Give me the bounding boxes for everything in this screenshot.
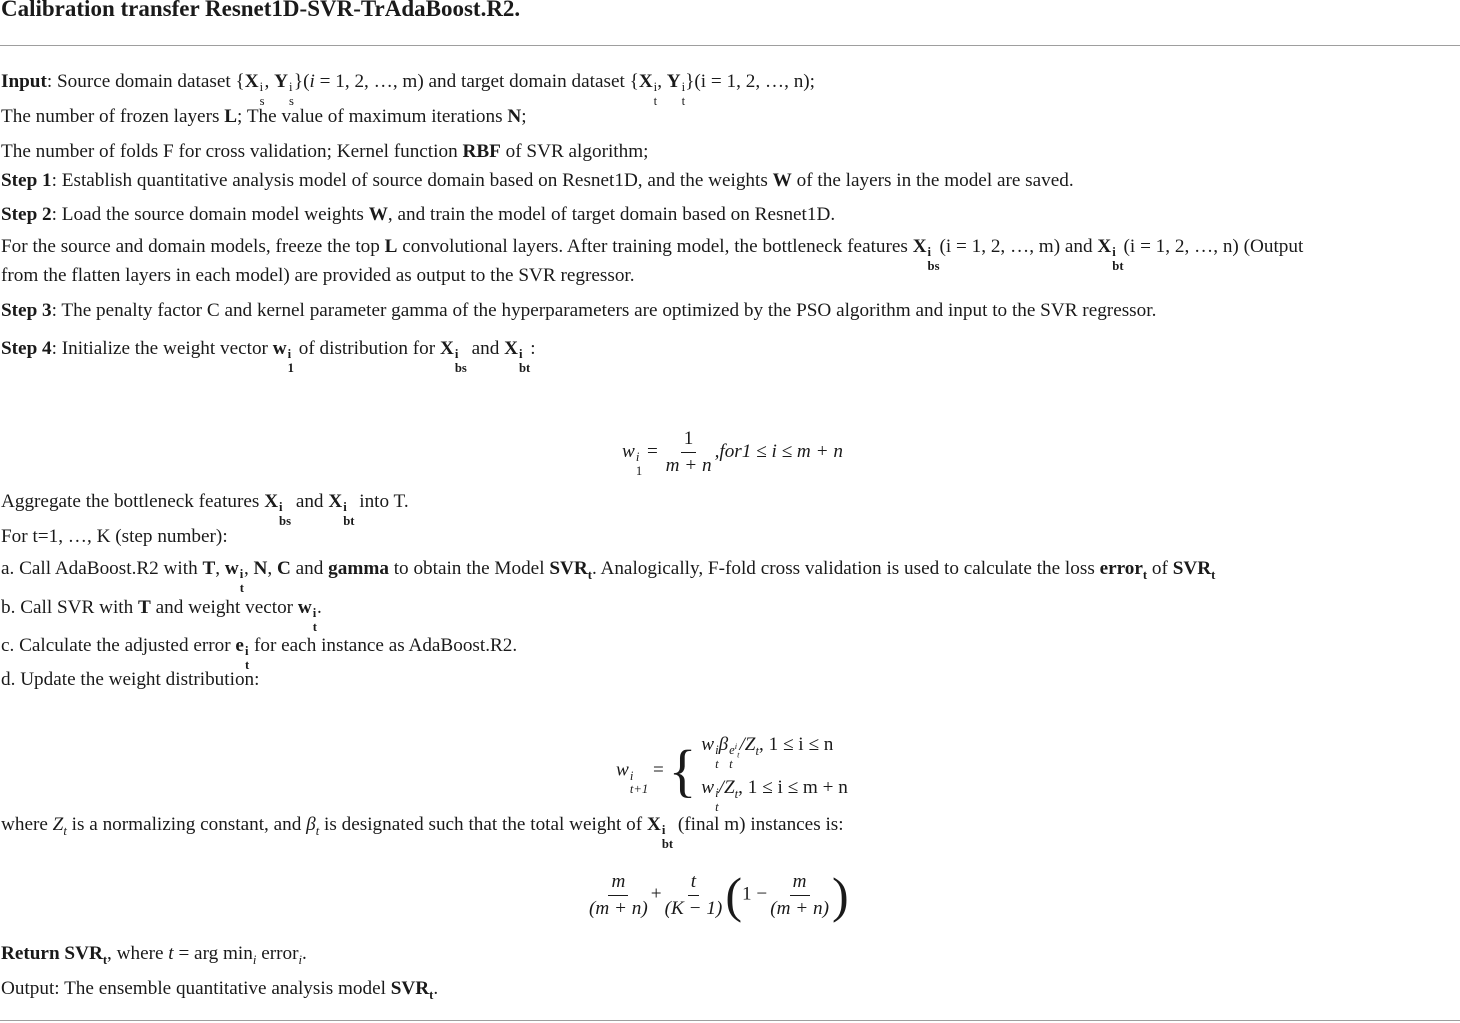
frozen-N: N bbox=[507, 106, 522, 127]
freeze-text-e: from the flatten layers in each model) are provided as output to the SVR regressor. bbox=[1, 265, 635, 286]
a-text-b: to obtain the Model bbox=[388, 558, 550, 579]
step2-line bbox=[1, 205, 835, 224]
step3-line bbox=[1, 301, 1156, 320]
step3-text: : The penalty factor C and kernel parameter gamma of the hyperparameters are optimized by the PSO algorithm and input to the SVR regressor. bbox=[51, 300, 1157, 321]
d-text: d. Update the weight distribution: bbox=[1, 669, 260, 690]
aggregate-line: Aggregate the bottleneck features X i bs and X i bt into T. bbox=[1, 491, 409, 528]
freeze-line: For the source and domain models, freeze the top L convolutional layers. After training model, the bottleneck features X i bs (i = 1, 2, …, m) and X i bt (i = 1, 2, …, n) (Output bbox=[1, 236, 1304, 273]
eq3-fraction-1 bbox=[586, 871, 651, 920]
a-N: N bbox=[253, 558, 268, 579]
eq2-lhs: w bbox=[616, 759, 629, 781]
input-text-e: }(i = 1, 2, …, n); bbox=[685, 71, 816, 92]
step4-label: Step 4 bbox=[1, 338, 52, 359]
where-text-c: is designated such that the total weight of bbox=[319, 814, 647, 835]
where-text-a: where bbox=[1, 814, 53, 835]
c-text-a: c. Calculate the adjusted error bbox=[1, 635, 236, 656]
step1-text-a: : Establish quantitative analysis model of source domain based on Resnet1D, and the weights bbox=[51, 170, 773, 191]
folds-line bbox=[1, 142, 648, 161]
step-c-line: c. Calculate the adjusted error e i t for each instance as AdaBoost.R2. bbox=[1, 635, 518, 672]
where-text-d: (final m) instances is: bbox=[673, 814, 844, 835]
top-rule bbox=[0, 45, 1460, 46]
frozen-layers-line bbox=[1, 107, 527, 126]
eq1-numerator: 1 bbox=[681, 428, 697, 453]
c-text-b: for each instance as AdaBoost.R2. bbox=[249, 635, 518, 656]
a-svr-2: SVR bbox=[1172, 558, 1212, 579]
input-text-b: }( bbox=[293, 71, 310, 92]
input-label: Input bbox=[1, 71, 47, 92]
step2-text-a: : Load the source domain model weights bbox=[51, 204, 369, 225]
for-loop-line bbox=[1, 527, 228, 546]
b-text-b: and weight vector bbox=[150, 597, 298, 618]
a-gamma: gamma bbox=[328, 558, 389, 579]
aggregate-text-b: and bbox=[291, 491, 329, 512]
freeze-text-b: convolutional layers. After training model, the bottleneck features bbox=[397, 236, 913, 257]
frozen-text-c: ; bbox=[521, 106, 527, 127]
step2-text-b: , and train the model of target domain based on Resnet1D. bbox=[387, 204, 836, 225]
left-brace: { bbox=[668, 738, 697, 804]
a-error: error bbox=[1099, 558, 1143, 579]
return-text-c: error bbox=[256, 943, 299, 964]
eq3-num3: m bbox=[790, 871, 810, 896]
eq2-case1-cond: , 1 ≤ i ≤ n bbox=[759, 734, 834, 755]
return-line: Return $SVR_t$, where t = arg $\min_i$ error$_i$. bbox=[1, 943, 307, 967]
eq3-den2: (K − 1) bbox=[664, 897, 723, 919]
right-paren: ) bbox=[831, 867, 849, 923]
input-text-d: = 1, 2, …, m) and target domain dataset { bbox=[314, 71, 639, 92]
eq3-one-minus: 1 − bbox=[741, 883, 768, 905]
step2-label: Step 2 bbox=[1, 204, 52, 225]
freeze-line-2 bbox=[1, 266, 635, 285]
eq3-num2: t bbox=[688, 871, 699, 896]
bottom-rule bbox=[0, 1020, 1460, 1021]
a-of: of bbox=[1147, 558, 1173, 579]
eq2-cases bbox=[701, 728, 848, 814]
step4-text-c: and bbox=[466, 338, 505, 359]
step1-label: Step 1 bbox=[1, 170, 52, 191]
b-text-a: b. Call SVR with bbox=[1, 597, 138, 618]
step4-line: Step 4: Initialize the weight vector w i 1 of distribution for X i bs and X i bt : bbox=[1, 338, 536, 375]
frozen-text-b: ; The value of maximum iterations bbox=[237, 106, 508, 127]
b-T: T bbox=[138, 597, 151, 618]
a-text-a: a. Call AdaBoost.R2 with bbox=[1, 558, 203, 579]
return-text-a: , where bbox=[107, 943, 169, 964]
return-t: t bbox=[168, 943, 174, 964]
step1-line bbox=[1, 171, 1074, 190]
return-label: Return SVR bbox=[1, 943, 103, 964]
a-svr: SVR bbox=[549, 558, 588, 579]
input-text: : Source domain dataset { bbox=[46, 71, 245, 92]
equation-initial-weight: w i 1 = $\frac{1}{m + n}$ ,for1 ≤ i ≤ m + n bbox=[622, 428, 843, 478]
folds-text-a: The number of folds F for cross validation; Kernel function bbox=[1, 141, 463, 162]
step3-label: Step 3 bbox=[1, 300, 52, 321]
eq3-num1: m bbox=[608, 871, 628, 896]
left-paren: ( bbox=[725, 867, 742, 923]
input-line: Input: Source domain dataset {X i s , Y i s }(i = 1, 2, …, m) and target domain dataset {X i t , Y i t }(i = 1, 2, …, n); bbox=[1, 71, 816, 108]
for-text: For t=1, …, K (step number): bbox=[1, 526, 228, 547]
eq1-fraction bbox=[663, 428, 715, 477]
aggregate-text-a: Aggregate the bottleneck features bbox=[1, 491, 265, 512]
eq3-den1: (m + n) bbox=[589, 897, 648, 919]
step4-text-b: of distribution for bbox=[293, 338, 440, 359]
output-line: Output: The ensemble quantitative analysis model $SVR_t$. bbox=[1, 978, 439, 1002]
step-a-line: a. Call AdaBoost.R2 with T, w i t , N, C and gamma to obtain the Model $SVR_t$. Analogically, F-fold cross validation is used to calculate the loss error$_t$ of $SVR_t$ bbox=[1, 558, 1216, 595]
eq1-lhs: w bbox=[622, 440, 635, 462]
step1-W: W bbox=[772, 170, 792, 191]
aggregate-text-c: into T. bbox=[354, 491, 409, 512]
step2-W: W bbox=[368, 204, 388, 225]
freeze-text-a: For the source and domain models, freeze the top bbox=[1, 236, 385, 257]
freeze-L: L bbox=[384, 236, 398, 257]
freeze-text-c: (i = 1, 2, …, m) and bbox=[939, 236, 1098, 257]
eq1-denominator: m + n bbox=[665, 455, 712, 476]
table-title: Calibration transfer Resnet1D-SVR-TrAdaBoost.R2. bbox=[1, 0, 521, 21]
where-line: where $Z_t$ is a normalizing constant, and $\beta_t$ is designated such that the total weight of X i bt (final m) instances is: bbox=[1, 814, 844, 851]
step-d-line bbox=[1, 670, 259, 689]
folds-text-b: of SVR algorithm; bbox=[500, 141, 649, 162]
a-text-c: . Analogically, F-fold cross validation is used to calculate the loss bbox=[591, 558, 1100, 579]
eq3-den3: (m + n) bbox=[770, 897, 829, 919]
eq2-case-2: w i t $/Z_t$, 1 ≤ i ≤ m + n bbox=[701, 777, 848, 814]
step4-text-d: : bbox=[530, 338, 536, 359]
equation-total-weight: $\frac{m}{(m + n)}$ + $\frac{t}{(K - 1)}$ (1 − $\frac{m}{(m + n)}$ ) bbox=[586, 870, 849, 920]
a-and: and bbox=[290, 558, 329, 579]
eq2-case2-cond: , 1 ≤ i ≤ m + n bbox=[738, 777, 848, 799]
freeze-text-d: (i = 1, 2, …, n) (Output bbox=[1123, 236, 1304, 257]
equation-weight-update: w i t+1 = { w i t β $e^i_t$ t $/Z_t$, 1 ≤ i ≤ n w i t $/Z_t$, 1 ≤ i ≤ m + n bbox=[616, 728, 848, 814]
frozen-text-a: The number of frozen layers bbox=[1, 106, 225, 127]
eq3-fraction-2 bbox=[662, 871, 726, 920]
folds-rbf: RBF bbox=[462, 141, 501, 162]
step-b-line: b. Call SVR with T and weight vector w i t . bbox=[1, 597, 322, 634]
eq3-fraction-3 bbox=[767, 871, 832, 920]
step4-text-a: : Initialize the weight vector bbox=[51, 338, 273, 359]
return-text-b: = arg min bbox=[173, 943, 253, 964]
where-text-b: is a normalizing constant, and bbox=[66, 814, 307, 835]
frozen-L: L bbox=[224, 106, 238, 127]
input-index: i bbox=[309, 71, 315, 92]
output-text: Output: The ensemble quantitative analysis model bbox=[1, 978, 391, 999]
output-svr: SVR bbox=[390, 978, 430, 999]
eq1-condition: ,for1 ≤ i ≤ m + n bbox=[714, 440, 843, 462]
a-T: T bbox=[202, 558, 216, 579]
step1-text-b: of the layers in the model are saved. bbox=[791, 170, 1074, 191]
a-C: C bbox=[277, 558, 291, 579]
eq2-case-1: w i t β $e^i_t$ t $/Z_t$, 1 ≤ i ≤ n bbox=[701, 734, 834, 771]
